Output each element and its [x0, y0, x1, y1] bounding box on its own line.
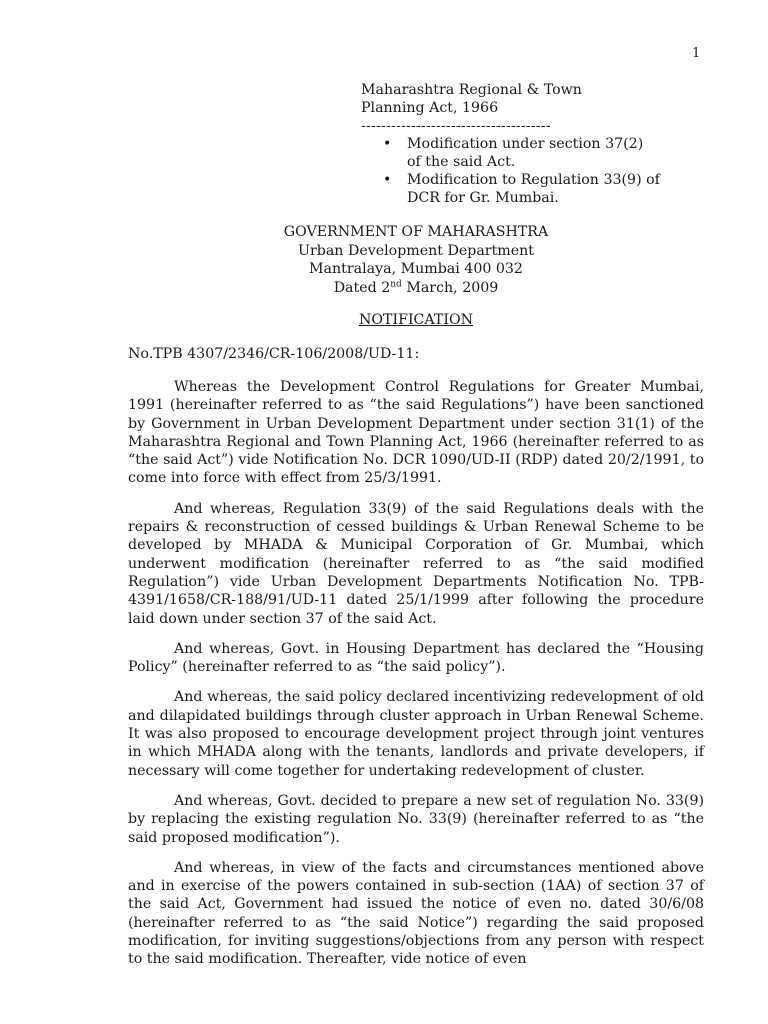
paragraph: And whereas, Govt. in Housing Department has declared the “Housing Policy” (hereinafter referred to as “the said policy”). — [128, 640, 704, 676]
modification-list — [361, 135, 691, 207]
dashed-rule: -------------------------------------- — [361, 118, 551, 134]
department-name: Urban Development Department — [298, 242, 534, 259]
notification-title: NOTIFICATION — [359, 312, 473, 328]
reference-number: No.TPB 4307/2346/CR-106/2008/UD-11: — [128, 346, 420, 362]
act-header — [361, 81, 691, 207]
list-item-line: Modification under section 37(2) — [407, 136, 644, 152]
list-item-line: of the said Act. — [407, 154, 516, 170]
issue-date — [0, 279, 768, 298]
notification-body — [128, 378, 704, 981]
address: Mantralaya, Mumbai 400 032 — [309, 261, 523, 278]
page-number: 1 — [692, 46, 701, 61]
list-item-line: Modification to Regulation 33(9) of — [407, 172, 660, 188]
paragraph: And whereas, Govt. decided to prepare a new set of regulation No. 33(9) by replacing the existing regulation No. 33(9) (hereinafter referred to as “the said proposed modification”). — [128, 792, 704, 846]
date-prefix: Dated 2 — [333, 279, 391, 296]
list-item — [361, 135, 691, 171]
bullet-icon: • — [383, 172, 392, 188]
date-ordinal-suffix: nd — [390, 279, 402, 290]
act-title-line: Maharashtra Regional & Town — [361, 82, 582, 98]
list-item-line: DCR for Gr. Mumbai. — [407, 190, 559, 206]
list-item — [361, 171, 691, 207]
date-rest: March, 2009 — [401, 279, 499, 296]
government-block — [0, 223, 768, 297]
bullet-icon: • — [383, 136, 392, 152]
government-name: GOVERNMENT OF MAHARASHTRA — [283, 224, 549, 240]
paragraph: Whereas the Development Control Regulations for Greater Mumbai, 1991 (hereinafter referred to as “the said Regulations”) have been sanctioned by Government in Urban Development Department under section 31(1) of the Maharashtra Regional and Town Planning Act, 1966 (hereinafter referred to as “the said Act”) vide Notification No. DCR 1090/UD-II (RDP) dated 20/2/1991, to come into force with effect from 25/3/1991. — [128, 379, 704, 487]
paragraph: And whereas, Regulation 33(9) of the said Regulations deals with the repairs & reconstruction of cessed buildings & Urban Renewal Scheme to be developed by MHADA & Municipal Corporation of Gr. Mumbai, which underwent modification (hereinafter referred to as “the said modified Regulation”) vide Urban Development Departments Notification No. TPB-4391/1658/CR-188/91/UD-11 dated 25/1/1999 after following the procedure laid down under section 37 of the said Act. — [128, 500, 704, 627]
paragraph: And whereas, in view of the facts and circumstances mentioned above and in exercise of the powers contained in sub-section (1AA) of section 37 of the said Act, Government had issued the notice of even no. dated 30/6/08 (hereinafter referred to as “the said Notice”) regarding the said proposed modification, for inviting suggestions/objections from any person with respect to the said modification. Thereafter, vide notice of even — [128, 859, 704, 968]
paragraph: And whereas, the said policy declared incentivizing redevelopment of old and dilapidated buildings through cluster approach in Urban Renewal Scheme. It was also proposed to encourage development project through joint ventures in which MHADA along with the tenants, landlords and private developers, if necessary will come together for undertaking redevelopment of cluster. — [128, 689, 704, 779]
act-title-line: Planning Act, 1966 — [361, 100, 499, 116]
